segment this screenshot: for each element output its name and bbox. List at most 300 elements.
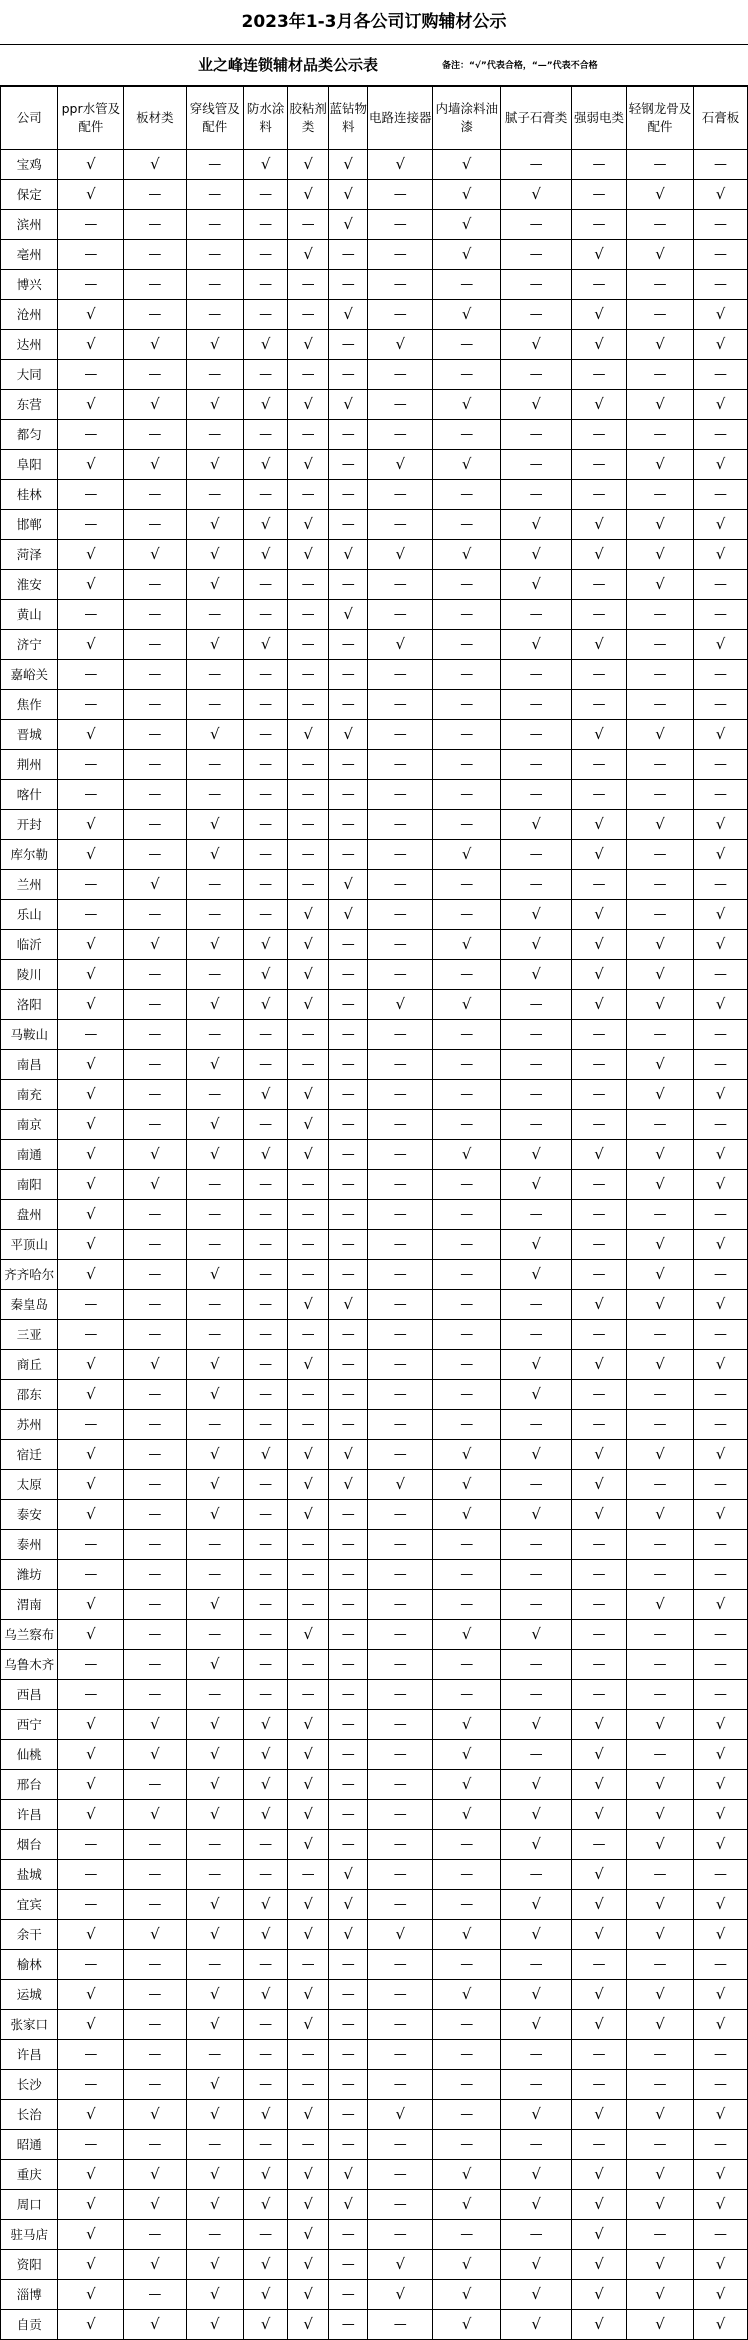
qualified-mark-cell: √ — [627, 2010, 694, 2040]
unqualified-mark-cell: — — [243, 1320, 287, 1350]
unqualified-mark-cell: — — [368, 1020, 433, 1050]
table-row — [1, 1920, 748, 1950]
table-row — [1, 1680, 748, 1710]
unqualified-mark-cell: — — [328, 2040, 368, 2070]
qualified-mark-cell: √ — [186, 2310, 243, 2340]
qualified-mark-cell: √ — [627, 2310, 694, 2340]
qualified-mark-cell: √ — [433, 1740, 501, 1770]
unqualified-mark-cell: — — [243, 1650, 287, 1680]
unqualified-mark-cell: — — [328, 360, 368, 390]
company-name-cell: 榆林 — [1, 1950, 58, 1980]
company-name-cell: 东营 — [1, 390, 58, 420]
unqualified-mark-cell: — — [243, 750, 287, 780]
table-row — [1, 2190, 748, 2220]
qualified-mark-cell: √ — [288, 2010, 329, 2040]
qualified-mark-cell: √ — [328, 390, 368, 420]
qualified-mark-cell: √ — [288, 960, 329, 990]
company-name-cell: 乌鲁木齐 — [1, 1650, 58, 1680]
qualified-mark-cell: √ — [433, 2190, 501, 2220]
unqualified-mark-cell: — — [694, 2070, 748, 2100]
unqualified-mark-cell: — — [571, 1320, 626, 1350]
unqualified-mark-cell: — — [124, 1290, 186, 1320]
unqualified-mark-cell: — — [571, 1020, 626, 1050]
unqualified-mark-cell: — — [243, 2130, 287, 2160]
unqualified-mark-cell: — — [328, 1410, 368, 1440]
unqualified-mark-cell: — — [288, 600, 329, 630]
column-header-company: 公司 — [1, 87, 58, 150]
table-row — [1, 1350, 748, 1380]
qualified-mark-cell: √ — [58, 1380, 124, 1410]
unqualified-mark-cell: — — [186, 360, 243, 390]
unqualified-mark-cell: — — [124, 420, 186, 450]
qualified-mark-cell: √ — [124, 540, 186, 570]
qualified-mark-cell: √ — [694, 1080, 748, 1110]
unqualified-mark-cell: — — [124, 1950, 186, 1980]
qualified-mark-cell: √ — [186, 540, 243, 570]
qualified-mark-cell: √ — [58, 2280, 124, 2310]
unqualified-mark-cell: — — [694, 1050, 748, 1080]
qualified-mark-cell: √ — [368, 450, 433, 480]
unqualified-mark-cell: — — [627, 1410, 694, 1440]
company-name-cell: 滨州 — [1, 210, 58, 240]
unqualified-mark-cell: — — [368, 1740, 433, 1770]
unqualified-mark-cell: — — [58, 900, 124, 930]
unqualified-mark-cell: — — [243, 1470, 287, 1500]
qualified-mark-cell: √ — [58, 1050, 124, 1080]
unqualified-mark-cell: — — [328, 1650, 368, 1680]
qualified-mark-cell: √ — [694, 840, 748, 870]
unqualified-mark-cell: — — [694, 210, 748, 240]
qualified-mark-cell: √ — [58, 2160, 124, 2190]
qualified-mark-cell: √ — [124, 2160, 186, 2190]
unqualified-mark-cell: — — [124, 570, 186, 600]
qualified-mark-cell: √ — [694, 990, 748, 1020]
unqualified-mark-cell: — — [186, 1950, 243, 1980]
qualified-mark-cell: √ — [288, 330, 329, 360]
unqualified-mark-cell: — — [243, 1560, 287, 1590]
unqualified-mark-cell: — — [124, 1680, 186, 1710]
qualified-mark-cell: √ — [58, 1500, 124, 1530]
qualified-mark-cell: √ — [571, 990, 626, 1020]
unqualified-mark-cell: — — [571, 2070, 626, 2100]
qualified-mark-cell: √ — [288, 990, 329, 1020]
qualified-mark-cell: √ — [186, 390, 243, 420]
qualified-mark-cell: √ — [694, 1830, 748, 1860]
qualified-mark-cell: √ — [501, 630, 572, 660]
unqualified-mark-cell: — — [58, 660, 124, 690]
unqualified-mark-cell: — — [368, 270, 433, 300]
qualified-mark-cell: √ — [58, 2190, 124, 2220]
qualified-mark-cell: √ — [694, 2190, 748, 2220]
qualified-mark-cell: √ — [627, 1050, 694, 1080]
unqualified-mark-cell: — — [433, 870, 501, 900]
unqualified-mark-cell: — — [58, 480, 124, 510]
qualified-mark-cell: √ — [186, 840, 243, 870]
unqualified-mark-cell: — — [186, 960, 243, 990]
subtitle-bar — [0, 45, 748, 86]
unqualified-mark-cell: — — [124, 1980, 186, 2010]
table-row — [1, 1140, 748, 1170]
unqualified-mark-cell: — — [328, 1380, 368, 1410]
qualified-mark-cell: √ — [58, 450, 124, 480]
qualified-mark-cell: √ — [288, 240, 329, 270]
unqualified-mark-cell: — — [186, 270, 243, 300]
qualified-mark-cell: √ — [328, 1920, 368, 1950]
unqualified-mark-cell: — — [627, 2220, 694, 2250]
unqualified-mark-cell: — — [288, 270, 329, 300]
company-name-cell: 菏泽 — [1, 540, 58, 570]
unqualified-mark-cell: — — [243, 1860, 287, 1890]
unqualified-mark-cell: — — [694, 1950, 748, 1980]
qualified-mark-cell: √ — [571, 2310, 626, 2340]
qualified-mark-cell: √ — [243, 1890, 287, 1920]
unqualified-mark-cell: — — [694, 1680, 748, 1710]
qualified-mark-cell: √ — [694, 540, 748, 570]
qualified-mark-cell: √ — [186, 510, 243, 540]
qualified-mark-cell: √ — [124, 390, 186, 420]
company-name-cell: 南京 — [1, 1110, 58, 1140]
unqualified-mark-cell: — — [627, 840, 694, 870]
unqualified-mark-cell: — — [571, 1050, 626, 1080]
unqualified-mark-cell: — — [368, 1200, 433, 1230]
unqualified-mark-cell: — — [288, 360, 329, 390]
table-row — [1, 570, 748, 600]
unqualified-mark-cell: — — [328, 1200, 368, 1230]
unqualified-mark-cell: — — [328, 330, 368, 360]
unqualified-mark-cell: — — [288, 1530, 329, 1560]
unqualified-mark-cell: — — [627, 2070, 694, 2100]
unqualified-mark-cell: — — [501, 1080, 572, 1110]
unqualified-mark-cell: — — [368, 1110, 433, 1140]
unqualified-mark-cell: — — [243, 1170, 287, 1200]
unqualified-mark-cell: — — [243, 360, 287, 390]
unqualified-mark-cell: — — [243, 810, 287, 840]
qualified-mark-cell: √ — [433, 1710, 501, 1740]
unqualified-mark-cell: — — [243, 1410, 287, 1440]
unqualified-mark-cell: — — [124, 1530, 186, 1560]
company-name-cell: 长治 — [1, 2100, 58, 2130]
table-row — [1, 840, 748, 870]
unqualified-mark-cell: — — [58, 1860, 124, 1890]
qualified-mark-cell: √ — [694, 2250, 748, 2280]
unqualified-mark-cell: — — [501, 840, 572, 870]
qualified-mark-cell: √ — [288, 1110, 329, 1140]
qualified-mark-cell: √ — [571, 1890, 626, 1920]
company-name-cell: 济宁 — [1, 630, 58, 660]
qualified-mark-cell: √ — [627, 990, 694, 1020]
unqualified-mark-cell: — — [571, 1650, 626, 1680]
unqualified-mark-cell: — — [328, 780, 368, 810]
qualified-mark-cell: √ — [288, 450, 329, 480]
table-row — [1, 1500, 748, 1530]
qualified-mark-cell: √ — [243, 510, 287, 540]
unqualified-mark-cell: — — [58, 1830, 124, 1860]
qualified-mark-cell: √ — [58, 990, 124, 1020]
unqualified-mark-cell: — — [627, 1680, 694, 1710]
qualified-mark-cell: √ — [501, 810, 572, 840]
qualified-mark-cell: √ — [571, 240, 626, 270]
unqualified-mark-cell: — — [694, 360, 748, 390]
unqualified-mark-cell: — — [186, 1830, 243, 1860]
table-row — [1, 1590, 748, 1620]
qualified-mark-cell: √ — [58, 2010, 124, 2040]
qualified-mark-cell: √ — [186, 1380, 243, 1410]
unqualified-mark-cell: — — [124, 1890, 186, 1920]
column-header-category: 板材类 — [124, 87, 186, 150]
unqualified-mark-cell: — — [243, 420, 287, 450]
qualified-mark-cell: √ — [501, 390, 572, 420]
unqualified-mark-cell: — — [694, 1320, 748, 1350]
unqualified-mark-cell: — — [433, 2220, 501, 2250]
unqualified-mark-cell: — — [243, 210, 287, 240]
unqualified-mark-cell: — — [58, 1950, 124, 1980]
unqualified-mark-cell: — — [328, 1950, 368, 1980]
unqualified-mark-cell: — — [328, 1260, 368, 1290]
qualified-mark-cell: √ — [124, 330, 186, 360]
qualified-mark-cell: √ — [288, 2100, 329, 2130]
qualified-mark-cell: √ — [433, 2280, 501, 2310]
qualified-mark-cell: √ — [124, 2310, 186, 2340]
qualified-mark-cell: √ — [627, 240, 694, 270]
unqualified-mark-cell: — — [627, 900, 694, 930]
table-row — [1, 270, 748, 300]
unqualified-mark-cell: — — [368, 780, 433, 810]
qualified-mark-cell: √ — [186, 810, 243, 840]
qualified-mark-cell: √ — [124, 930, 186, 960]
unqualified-mark-cell: — — [124, 960, 186, 990]
qualified-mark-cell: √ — [627, 2100, 694, 2130]
unqualified-mark-cell: — — [694, 960, 748, 990]
qualified-mark-cell: √ — [186, 2280, 243, 2310]
unqualified-mark-cell: — — [124, 1860, 186, 1890]
qualified-mark-cell: √ — [501, 2280, 572, 2310]
qualified-mark-cell: √ — [288, 390, 329, 420]
qualified-mark-cell: √ — [243, 1140, 287, 1170]
header-row — [1, 87, 748, 150]
company-name-cell: 阜阳 — [1, 450, 58, 480]
unqualified-mark-cell: — — [627, 1470, 694, 1500]
unqualified-mark-cell: — — [243, 1950, 287, 1980]
qualified-mark-cell: √ — [571, 1140, 626, 1170]
qualified-mark-cell: √ — [328, 150, 368, 180]
qualified-mark-cell: √ — [694, 1350, 748, 1380]
qualified-mark-cell: √ — [627, 1170, 694, 1200]
company-name-cell: 渭南 — [1, 1590, 58, 1620]
unqualified-mark-cell: — — [368, 750, 433, 780]
company-name-cell: 烟台 — [1, 1830, 58, 1860]
qualified-mark-cell: √ — [243, 1980, 287, 2010]
qualified-mark-cell: √ — [433, 2250, 501, 2280]
unqualified-mark-cell: — — [328, 270, 368, 300]
unqualified-mark-cell: — — [627, 150, 694, 180]
unqualified-mark-cell: — — [288, 1560, 329, 1590]
unqualified-mark-cell: — — [368, 930, 433, 960]
qualified-mark-cell: √ — [328, 2190, 368, 2220]
unqualified-mark-cell: — — [694, 1110, 748, 1140]
qualified-mark-cell: √ — [288, 1470, 329, 1500]
unqualified-mark-cell: — — [627, 630, 694, 660]
unqualified-mark-cell: — — [368, 240, 433, 270]
qualified-mark-cell: √ — [501, 1380, 572, 1410]
company-name-cell: 嘉峪关 — [1, 660, 58, 690]
qualified-mark-cell: √ — [288, 1920, 329, 1950]
qualified-mark-cell: √ — [186, 720, 243, 750]
unqualified-mark-cell: — — [58, 210, 124, 240]
unqualified-mark-cell: — — [243, 1590, 287, 1620]
table-row — [1, 990, 748, 1020]
company-name-cell: 许昌 — [1, 2040, 58, 2070]
company-name-cell: 兰州 — [1, 870, 58, 900]
qualified-mark-cell: √ — [501, 570, 572, 600]
unqualified-mark-cell: — — [243, 1500, 287, 1530]
qualified-mark-cell: √ — [58, 2220, 124, 2250]
unqualified-mark-cell: — — [58, 600, 124, 630]
qualified-mark-cell: √ — [433, 930, 501, 960]
unqualified-mark-cell: — — [627, 870, 694, 900]
unqualified-mark-cell: — — [433, 1110, 501, 1140]
company-name-cell: 泰安 — [1, 1500, 58, 1530]
qualified-mark-cell: √ — [501, 900, 572, 930]
unqualified-mark-cell: — — [58, 690, 124, 720]
qualified-mark-cell: √ — [571, 2010, 626, 2040]
unqualified-mark-cell: — — [433, 600, 501, 630]
unqualified-mark-cell: — — [186, 1410, 243, 1440]
table-row — [1, 150, 748, 180]
unqualified-mark-cell: — — [433, 510, 501, 540]
unqualified-mark-cell: — — [501, 1950, 572, 1980]
unqualified-mark-cell: — — [124, 690, 186, 720]
qualified-mark-cell: √ — [243, 2280, 287, 2310]
unqualified-mark-cell: — — [368, 1710, 433, 1740]
qualified-mark-cell: √ — [58, 810, 124, 840]
unqualified-mark-cell: — — [124, 2010, 186, 2040]
unqualified-mark-cell: — — [627, 1740, 694, 1770]
unqualified-mark-cell: — — [501, 1320, 572, 1350]
unqualified-mark-cell: — — [501, 870, 572, 900]
qualified-mark-cell: √ — [124, 2190, 186, 2220]
qualified-mark-cell: √ — [186, 1260, 243, 1290]
qualified-mark-cell: √ — [288, 930, 329, 960]
qualified-mark-cell: √ — [58, 1920, 124, 1950]
unqualified-mark-cell: — — [368, 720, 433, 750]
unqualified-mark-cell: — — [186, 750, 243, 780]
company-name-cell: 余干 — [1, 1920, 58, 1950]
unqualified-mark-cell: — — [694, 480, 748, 510]
unqualified-mark-cell: — — [328, 1830, 368, 1860]
company-name-cell: 晋城 — [1, 720, 58, 750]
unqualified-mark-cell: — — [368, 1230, 433, 1260]
unqualified-mark-cell: — — [501, 1860, 572, 1890]
unqualified-mark-cell: — — [58, 270, 124, 300]
qualified-mark-cell: √ — [186, 630, 243, 660]
qualified-mark-cell: √ — [368, 2250, 433, 2280]
unqualified-mark-cell: — — [433, 1410, 501, 1440]
qualified-mark-cell: √ — [186, 990, 243, 1020]
unqualified-mark-cell: — — [124, 2130, 186, 2160]
column-header-category: 轻钢龙骨及配件 — [627, 87, 694, 150]
unqualified-mark-cell: — — [124, 180, 186, 210]
table-row — [1, 360, 748, 390]
qualified-mark-cell: √ — [328, 210, 368, 240]
table-row — [1, 540, 748, 570]
unqualified-mark-cell: — — [243, 720, 287, 750]
unqualified-mark-cell: — — [501, 990, 572, 1020]
unqualified-mark-cell: — — [58, 420, 124, 450]
unqualified-mark-cell: — — [694, 1470, 748, 1500]
unqualified-mark-cell: — — [186, 2220, 243, 2250]
unqualified-mark-cell: — — [501, 690, 572, 720]
company-name-cell: 驻马店 — [1, 2220, 58, 2250]
unqualified-mark-cell: — — [433, 1170, 501, 1200]
qualified-mark-cell: √ — [288, 1800, 329, 1830]
qualified-mark-cell: √ — [501, 1770, 572, 1800]
qualified-mark-cell: √ — [288, 1290, 329, 1320]
table-row — [1, 450, 748, 480]
unqualified-mark-cell: — — [328, 1500, 368, 1530]
qualified-mark-cell: √ — [186, 1740, 243, 1770]
company-name-cell: 开封 — [1, 810, 58, 840]
unqualified-mark-cell: — — [243, 1830, 287, 1860]
company-name-cell: 沧州 — [1, 300, 58, 330]
company-name-cell: 邵东 — [1, 1380, 58, 1410]
unqualified-mark-cell: — — [501, 780, 572, 810]
qualified-mark-cell: √ — [328, 2160, 368, 2190]
unqualified-mark-cell: — — [124, 900, 186, 930]
unqualified-mark-cell: — — [501, 450, 572, 480]
unqualified-mark-cell: — — [186, 600, 243, 630]
company-name-cell: 许昌 — [1, 1800, 58, 1830]
qualified-mark-cell: √ — [627, 1440, 694, 1470]
qualified-mark-cell: √ — [124, 1170, 186, 1200]
table-row — [1, 1230, 748, 1260]
unqualified-mark-cell: — — [694, 1530, 748, 1560]
unqualified-mark-cell: — — [328, 1530, 368, 1560]
qualified-mark-cell: √ — [58, 2100, 124, 2130]
unqualified-mark-cell: — — [627, 1950, 694, 1980]
unqualified-mark-cell: — — [124, 1410, 186, 1440]
qualified-mark-cell: √ — [288, 720, 329, 750]
unqualified-mark-cell: — — [433, 1050, 501, 1080]
qualified-mark-cell: √ — [571, 1290, 626, 1320]
unqualified-mark-cell: — — [328, 1710, 368, 1740]
table-row — [1, 420, 748, 450]
unqualified-mark-cell: — — [433, 630, 501, 660]
unqualified-mark-cell: — — [627, 1380, 694, 1410]
unqualified-mark-cell: — — [694, 1200, 748, 1230]
unqualified-mark-cell: — — [58, 750, 124, 780]
unqualified-mark-cell: — — [243, 1050, 287, 1080]
unqualified-mark-cell: — — [368, 870, 433, 900]
unqualified-mark-cell: — — [571, 600, 626, 630]
unqualified-mark-cell: — — [368, 1140, 433, 1170]
unqualified-mark-cell: — — [433, 1260, 501, 1290]
unqualified-mark-cell: — — [368, 360, 433, 390]
qualified-mark-cell: √ — [124, 450, 186, 480]
unqualified-mark-cell: — — [694, 1650, 748, 1680]
qualified-mark-cell: √ — [243, 2100, 287, 2130]
unqualified-mark-cell: — — [501, 660, 572, 690]
unqualified-mark-cell: — — [694, 2220, 748, 2250]
qualified-mark-cell: √ — [694, 1770, 748, 1800]
qualified-mark-cell: √ — [288, 1740, 329, 1770]
unqualified-mark-cell: — — [243, 1350, 287, 1380]
qualified-mark-cell: √ — [243, 1710, 287, 1740]
unqualified-mark-cell: — — [694, 2040, 748, 2070]
table-row — [1, 810, 748, 840]
unqualified-mark-cell: — — [627, 1530, 694, 1560]
unqualified-mark-cell: — — [288, 1050, 329, 1080]
qualified-mark-cell: √ — [58, 300, 124, 330]
